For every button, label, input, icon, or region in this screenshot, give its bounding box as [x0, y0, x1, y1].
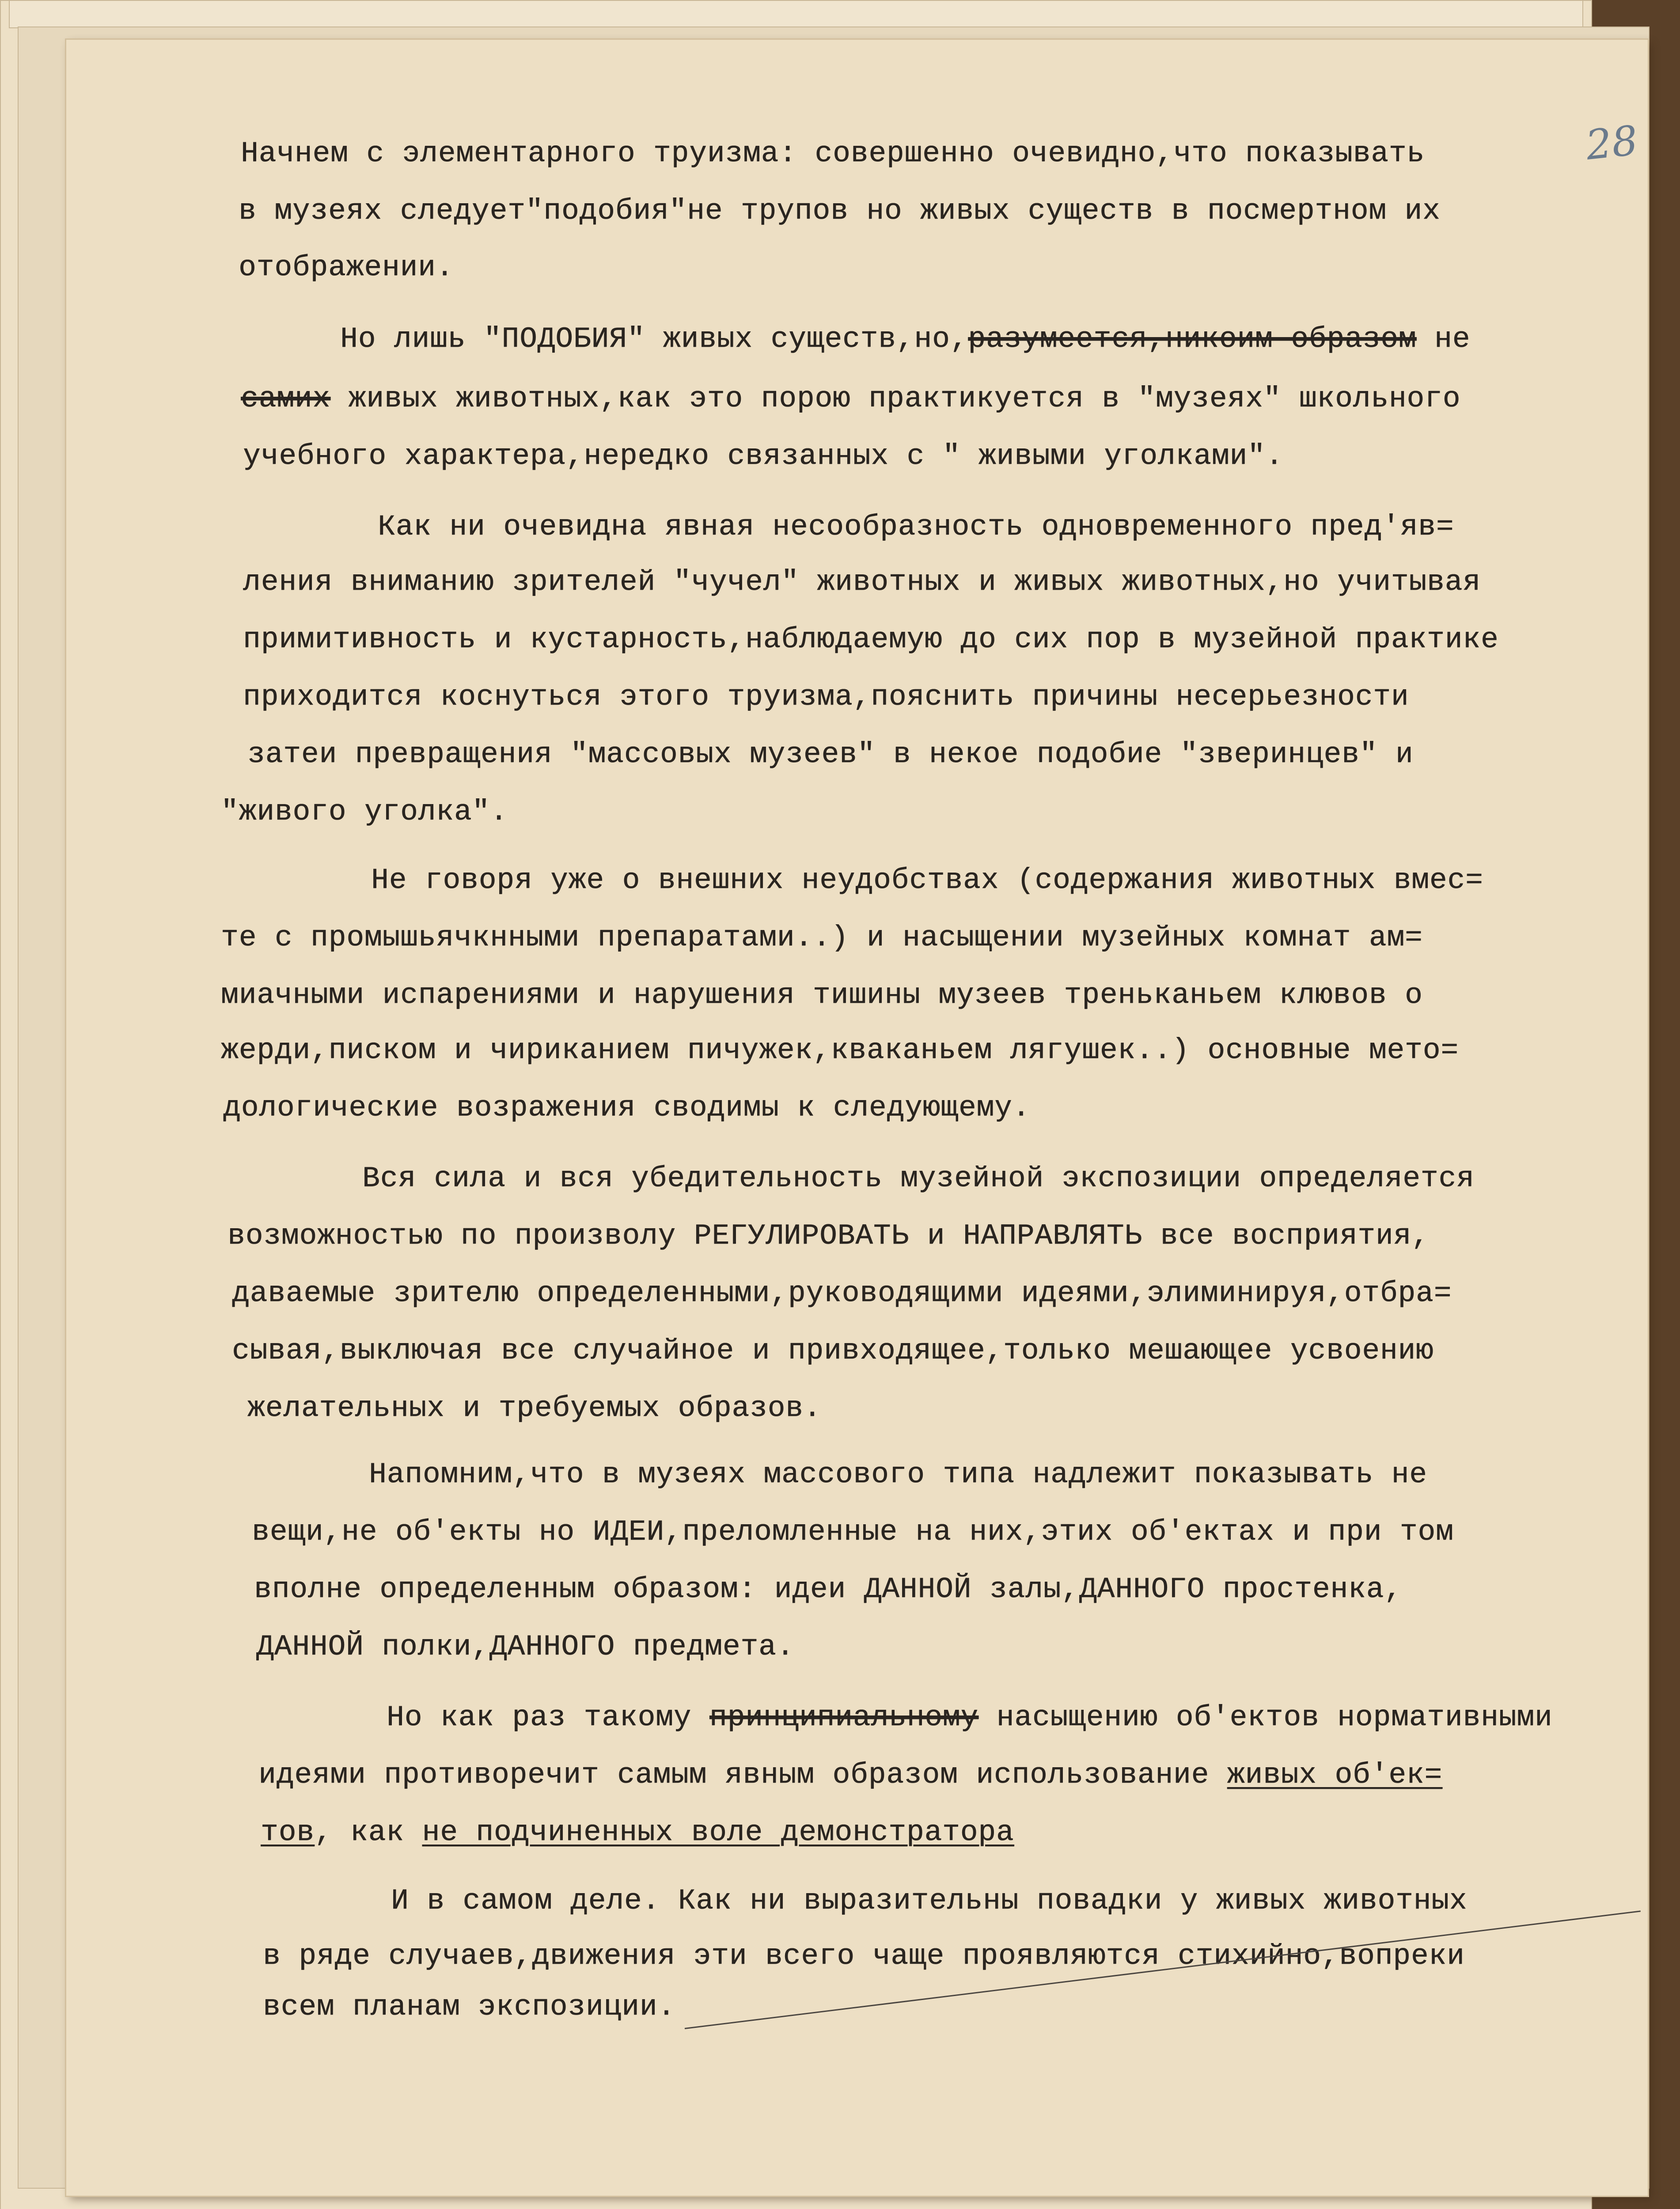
text-line-17: дологические возражения сводимы к следующему.	[223, 1091, 1031, 1124]
text-line-8: ления вниманию зрителей "чучел" животных и живых животных,но учитывая	[243, 566, 1481, 599]
text-line-2: в музеях следует"подобия"не трупов но живых существ в посмертном их	[239, 194, 1441, 228]
text-line-18: Вся сила и вся убедительность музейной экспозиции определяется	[362, 1162, 1475, 1195]
text-line-13: Не говоря уже о внешних неудобствах (содержания животных вмес=	[371, 864, 1483, 897]
text-line-30: И в самом деле. Как ни выразительны повадки у живых животных	[391, 1884, 1468, 1917]
text-line-24: вещи,не об'екты но ИДЕИ,преломленные на них,этих об'ектах и при том	[252, 1515, 1454, 1549]
text-line-7: Как ни очевидна явная несообразность одновременного пред'яв=	[378, 510, 1454, 543]
document-page	[66, 40, 1648, 2196]
paper-stack-top-edge	[9, 0, 1583, 28]
text-line-32: всем планам экспозиции.	[263, 1990, 675, 2023]
text-line-3: отображении.	[239, 251, 454, 284]
underlined-text-2: тов	[261, 1816, 315, 1849]
text-line-4	[340, 323, 1470, 356]
text-line-12: "живого уголка".	[221, 795, 508, 828]
struck-text-2: самих	[241, 382, 331, 415]
text-line-27a: Но как раз такому	[387, 1701, 692, 1734]
text-line-15: миачными испарениями и нарушения тишины музеев треньканьем клювов о	[221, 979, 1423, 1012]
struck-text-1: разумеется,никоим образом	[968, 323, 1417, 356]
text-line-16: жерди,писком и чириканием пичужек,кваканьем лягушек..) основные мето=	[221, 1034, 1459, 1067]
text-line-23: Напомним,что в музеях массового типа надлежит показывать не	[369, 1458, 1427, 1491]
text-line-11: затеи превращения "массовых музеев" в некое подобие "зверинцев" и	[247, 738, 1414, 771]
text-line-22: желательных и требуемых образов.	[247, 1392, 822, 1425]
text-line-5	[241, 382, 1460, 415]
page-number: 28	[1583, 117, 1640, 169]
text-line-6: учебного характера,нередко связанных с " живыми уголками".	[243, 440, 1284, 473]
text-line-25: вполне определенным образом: идеи ДАННОЙ залы,ДАННОГО простенка,	[254, 1573, 1402, 1606]
text-line-5a: живых животных,как это порою практикуется в "музеях" школьного	[348, 382, 1461, 415]
text-line-14: те с промышьячкнными препаратами..) и насыщении музейных комнат ам=	[221, 921, 1423, 954]
text-line-29a: , как	[314, 1816, 404, 1849]
underlined-text-1: живых об'ек=	[1227, 1758, 1443, 1791]
text-line-20: даваемые зрителю определенными,руководящими идеями,элиминируя,отбра=	[232, 1277, 1452, 1310]
text-line-1: Начнем с элементарного труизма: совершенно очевидно,что показывать	[241, 137, 1425, 170]
text-line-26: ДАННОЙ полки,ДАННОГО предмета.	[256, 1630, 795, 1663]
text-line-4b: не	[1416, 323, 1471, 356]
text-line-19: возможностью по произволу РЕГУЛИРОВАТЬ и НАПРАВЛЯТЬ все восприятия,	[228, 1219, 1430, 1253]
text-line-28	[258, 1758, 1442, 1791]
struck-text-3: принципиальному	[709, 1701, 979, 1734]
text-line-27	[387, 1701, 1552, 1734]
text-line-29	[261, 1816, 1014, 1849]
text-line-28a: идеями противоречит самым явным образом использование	[258, 1758, 1210, 1791]
underlined-text-3: не подчиненных воле демонстратора	[422, 1816, 1014, 1849]
text-line-10: приходится коснуться этого труизма,пояснить причины несерьезности	[243, 680, 1409, 714]
text-line-9: примитивность и кустарность,наблюдаемую до сих пор в музейной практике	[243, 623, 1499, 656]
text-line-21: сывая,выключая все случайное и привходящее,только мешающее усвоению	[232, 1334, 1434, 1367]
text-line-31: в ряде случаев,движения эти всего чаще проявляются стихийно,вопреки	[263, 1940, 1465, 1973]
text-line-27b: насыщению об'ектов нормативными	[996, 1701, 1553, 1734]
text-line-4a: Но лишь "ПОДОБИЯ" живых существ,но,	[340, 323, 968, 356]
